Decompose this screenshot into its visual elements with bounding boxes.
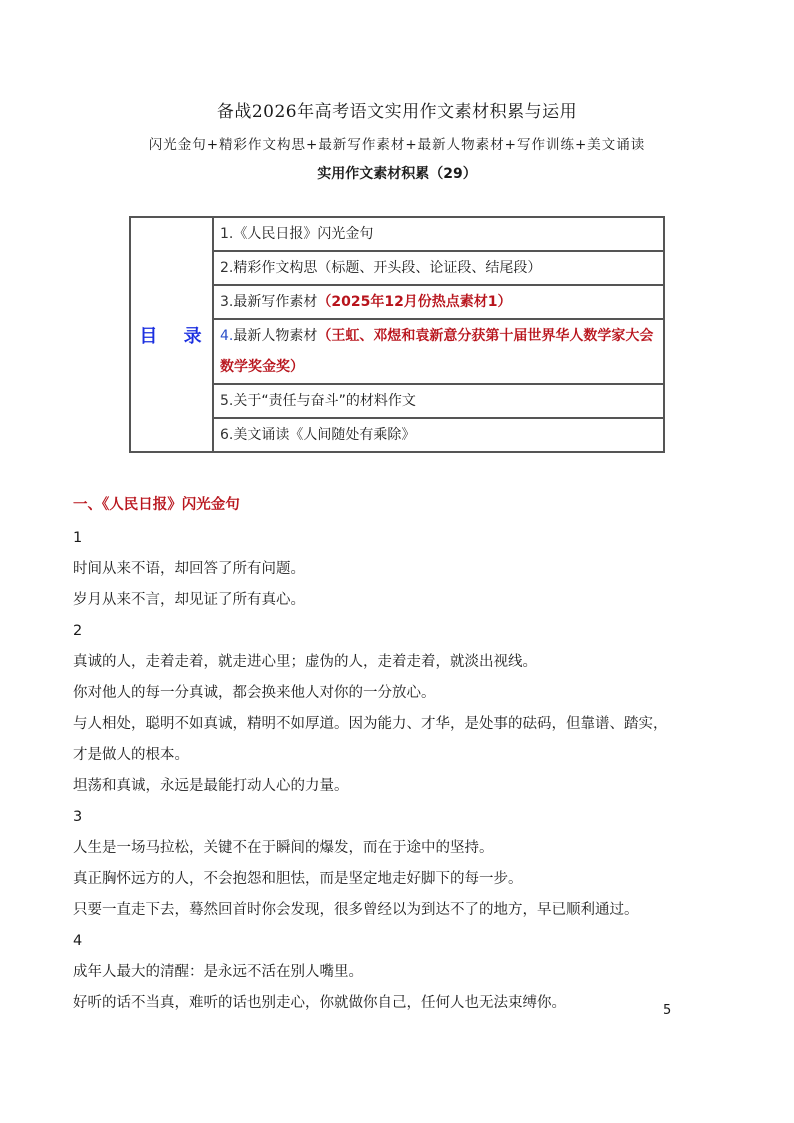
toc-item-number: 2. xyxy=(220,260,234,276)
toc-item-number: 1. xyxy=(220,226,234,242)
section-body xyxy=(73,523,743,1019)
paragraph-line: 与人相处，聪明不如真诚，精明不如厚道。因为能力、才华，是处事的砝码，但靠谱、踏实， xyxy=(73,716,668,732)
paragraph-line: 只要一直走下去，蓦然回首时你会发现，很多曾经以为到达不了的地方，早已顺利通过。 xyxy=(73,902,639,918)
paragraph-line: 岁月从来不言，却见证了所有真心。 xyxy=(73,592,305,608)
table-of-contents xyxy=(129,216,665,453)
paragraph-number: 4 xyxy=(73,933,83,949)
paragraph-number: 1 xyxy=(73,530,83,546)
toc-item-text: 美文诵读《人间随处有乘除》 xyxy=(233,427,416,443)
paragraph-line: 你对他人的每一分真诚，都会换来他人对你的一分放心。 xyxy=(73,685,436,701)
toc-item-highlight: （2025年12月份热点素材1） xyxy=(317,294,512,310)
document-issue-label: 实用作文素材积累（29） xyxy=(317,166,477,182)
paragraph-line: 真诚的人，走着走着，就走进心里；虚伪的人，走着走着，就淡出视线。 xyxy=(73,654,537,670)
paragraph-line: 时间从来不语，却回答了所有问题。 xyxy=(73,561,305,577)
toc-item xyxy=(214,218,663,252)
toc-item xyxy=(214,419,663,451)
toc-item xyxy=(214,320,663,385)
toc-item xyxy=(214,385,663,419)
toc-item-number: 6. xyxy=(220,427,234,443)
page-number: 5 xyxy=(663,1003,672,1018)
toc-item-text: 《人民日报》闪光金句 xyxy=(233,226,374,242)
document-subtitle: 闪光金句+精彩作文构思+最新写作素材+最新人物素材+写作训练+美文诵读 xyxy=(148,137,646,153)
paragraph-line: 真正胸怀远方的人，不会抱怨和胆怯，而是坚定地走好脚下的每一步。 xyxy=(73,871,523,887)
toc-item xyxy=(214,252,663,286)
paragraph-line: 好听的话不当真，难听的话也别走心，你就做你自己，任何人也无法束缚你。 xyxy=(73,995,566,1011)
toc-item-text: 精彩作文构思（标题、开头段、论证段、结尾段） xyxy=(233,260,542,276)
toc-item-text: 最新写作素材 xyxy=(233,294,318,310)
toc-item xyxy=(214,286,663,320)
toc-heading: 目 录 xyxy=(131,218,214,451)
paragraph-line: 坦荡和真诚，永远是最能打动人心的力量。 xyxy=(73,778,349,794)
paragraph-number: 3 xyxy=(73,809,83,825)
paragraph-line: 人生是一场马拉松，关键不在于瞬间的爆发，而在于途中的坚持。 xyxy=(73,840,494,856)
paragraph-line: 成年人最大的清醒：是永远不活在别人嘴里。 xyxy=(73,964,363,980)
paragraph-line: 才是做人的根本。 xyxy=(73,747,189,763)
toc-item-text: 最新人物素材 xyxy=(233,328,318,344)
toc-item-number: 4. xyxy=(220,328,234,344)
document-title: 备战2026年高考语文实用作文素材积累与运用 xyxy=(216,102,578,122)
toc-item-number: 3. xyxy=(220,294,234,310)
toc-item-number: 5. xyxy=(220,393,234,409)
section-heading: 一、《人民日报》闪光金句 xyxy=(73,497,240,513)
paragraph-number: 2 xyxy=(73,623,83,639)
toc-item-text: 关于“责任与奋斗”的材料作文 xyxy=(233,393,416,409)
toc-list xyxy=(214,218,663,451)
toc-item-highlight: （王虹、邓煜和袁新意分获第十届世界华人数学家大会数学奖金奖） xyxy=(220,328,654,375)
